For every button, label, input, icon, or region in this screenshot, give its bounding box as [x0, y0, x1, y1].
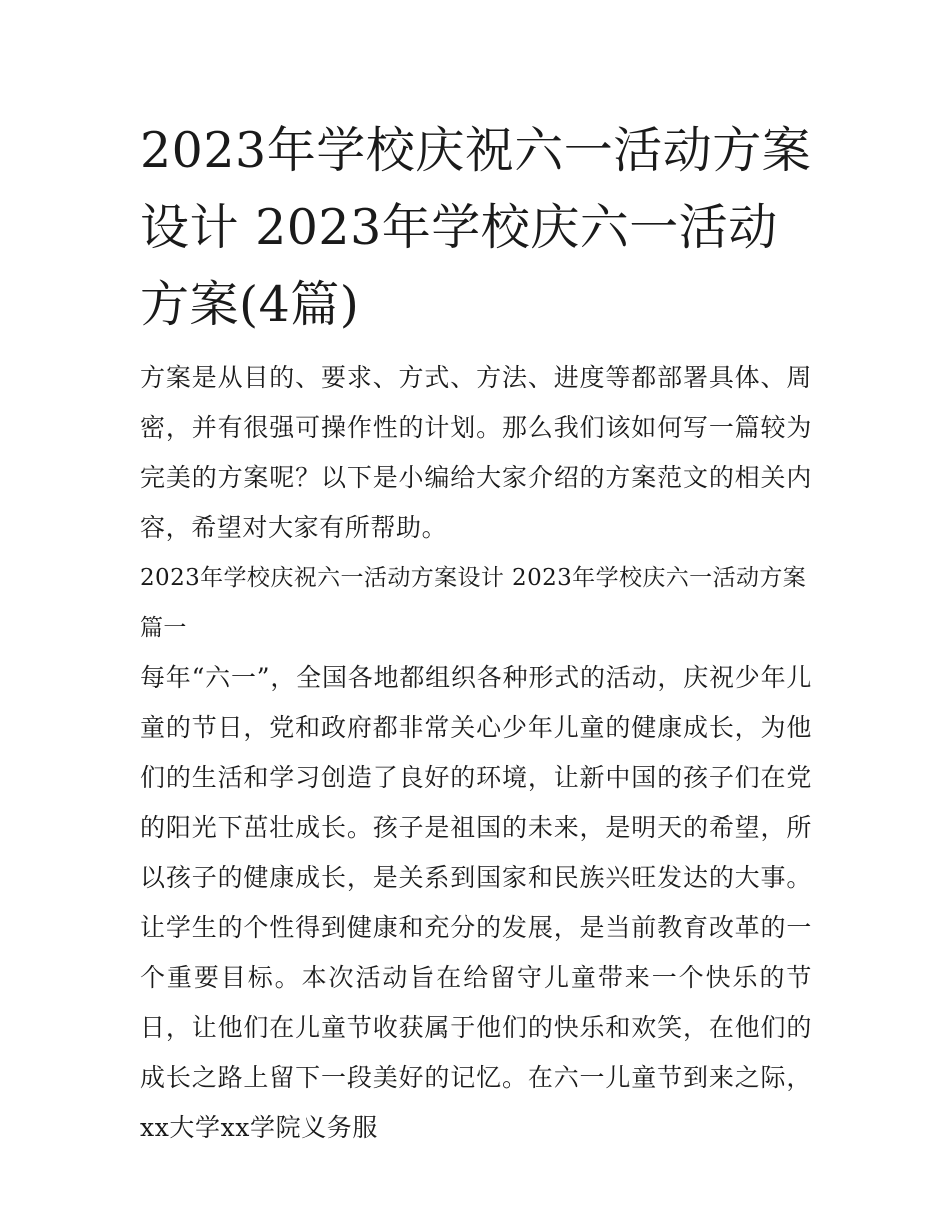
document-title: 2023年学校庆祝六一活动方案设计 2023年学校庆六一活动方案(4篇)	[140, 122, 812, 333]
document-content	[140, 112, 812, 1153]
section-title: 2023年学校庆祝六一活动方案设计 2023年学校庆六一活动方案篇一	[140, 565, 807, 641]
intro-paragraph: 方案是从目的、要求、方式、方法、进度等都部署具体、周密，并有很强可操作性的计划。那么我们该如何写一篇较为完美的方案呢？以下是小编给大家介绍的方案范文的相关内容，希望对大家有所帮助。	[140, 363, 812, 542]
body-paragraph: 每年“六一”，全国各地都组织各种形式的活动，庆祝少年儿童的节日，党和政府都非常关心少年儿童的健康成长，为他们的生活和学习创造了良好的环境，让新中国的孩子们在党的阳光下茁壮成长。孩子是祖国的未来，是明天的希望，所以孩子的健康成长，是关系到国家和民族兴旺发达的大事。让学生的个性得到健康和充分的发展，是当前教育改革的一个重要目标。本次活动旨在给留守儿童带来一个快乐的节日，让他们在儿童节收获属于他们的快乐和欢笑，在他们的成长之路上留下一段美好的记忆。在六一儿童节到来之际，xx大学xx学院义务服	[140, 663, 812, 1142]
